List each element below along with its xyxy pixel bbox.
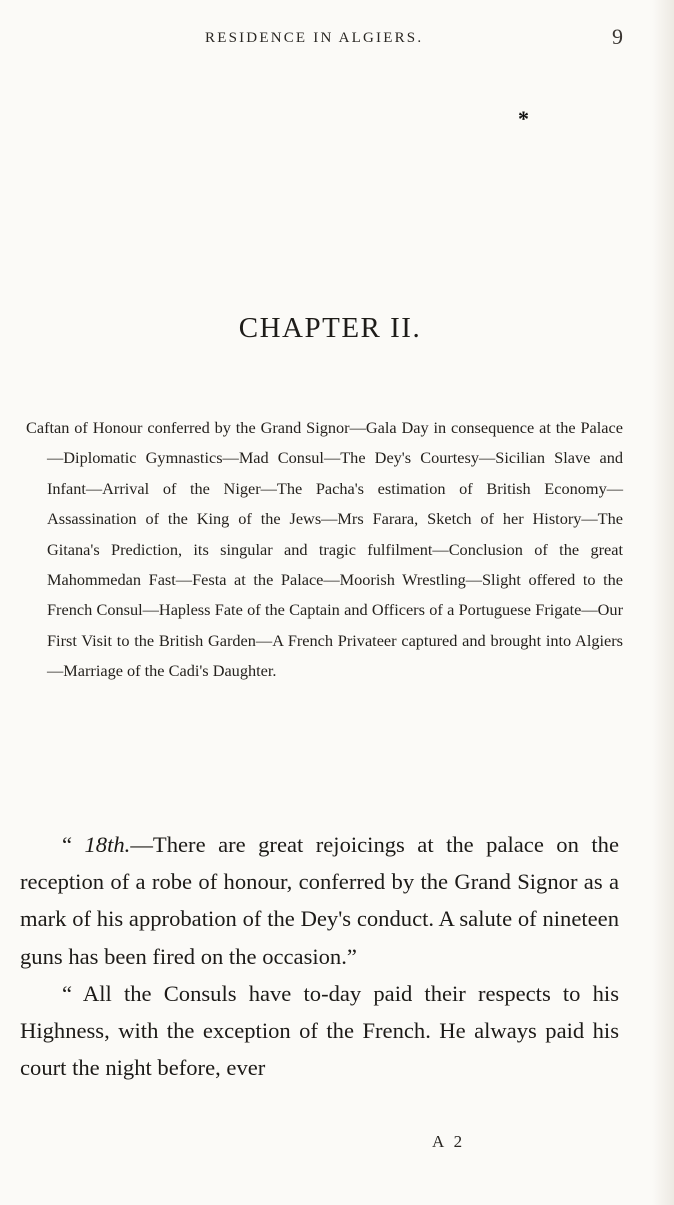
chapter-synopsis: Caftan of Honour conferred by the Grand Signor—Gala Day in consequence at the Palace—Diplomatic Gymnastics—Mad Consul—The Dey's Courtesy—Sicilian Slave and Infant—Arrival of the Niger—The Pacha's estimation of British Economy—Assassination of the King of the Jews—Mrs Farara, Sketch of her History—The Gitana's Prediction, its singular and tragic fulfilment—Conclusion of the great Mahommedan Fast—Festa at the Palace—Moorish Wrestling—Slight offered to the French Consul—Hapless Fate of the Captain and Officers of a Portuguese Frigate—Our First Visit to the British Garden—A French Privateer captured and brought into Algiers—Marriage of the Cadi's Daughter. — [26, 418, 623, 681]
paragraph-1-text: —There are great rejoicings at the palace on the reception of a robe of honour, conferred by the Grand Signor as a mark of his approbation of the Dey's conduct. A salute of nineteen guns has been fired on the occasion.” — [20, 832, 619, 969]
paragraph-1-quote: “ — [62, 832, 85, 857]
body-text — [20, 826, 619, 1086]
ink-blot-mark: * — [518, 106, 529, 131]
running-head: RESIDENCE IN ALGIERS. — [205, 30, 424, 46]
chapter-title: CHAPTER II. — [238, 312, 422, 344]
paragraph-1 — [20, 826, 619, 975]
page-edge-shadow — [652, 0, 674, 1205]
signature-mark: A 2 — [432, 1132, 466, 1151]
page-number: 9 — [612, 24, 623, 49]
diary-date: 18th. — [84, 832, 131, 857]
paragraph-2: “ All the Consuls have to-day paid their respects to his Highness, with the exception of the French. He always paid his court the night before, ever — [20, 980, 619, 1081]
